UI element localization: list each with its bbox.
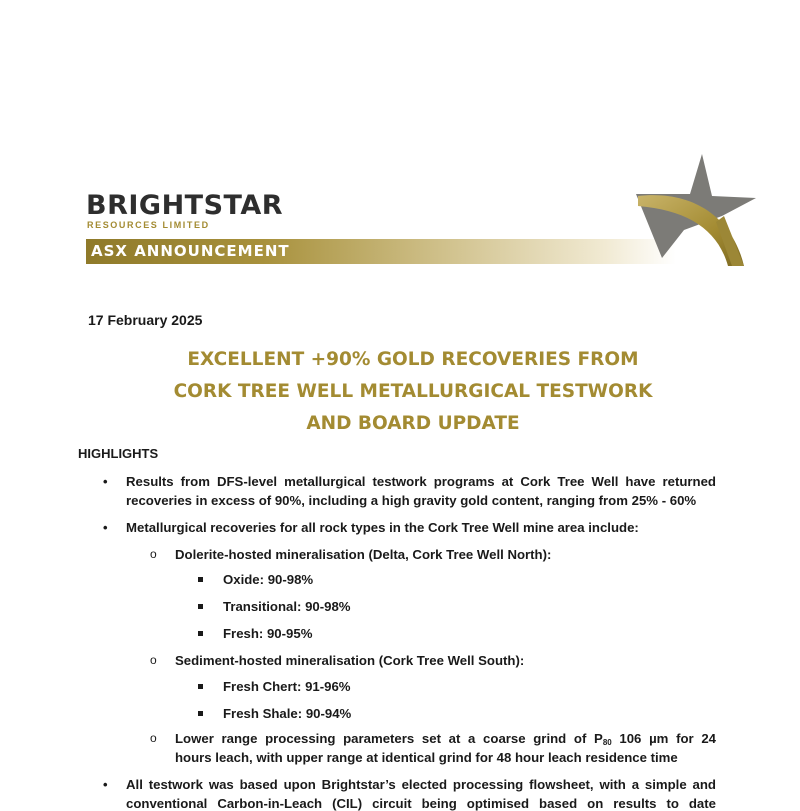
bullet-circle: o — [150, 731, 157, 745]
grind-text: 106 µm for 24 — [611, 731, 716, 746]
recovery-item: Fresh Shale: 90-94% — [223, 706, 352, 721]
title-line: CORK TREE WELL METALLURGICAL TESTWORK — [173, 381, 653, 402]
highlight-text: Metallurgical recoveries for all rock types in the Cork Tree Well mine area include: — [126, 520, 639, 535]
bullet-circle: o — [150, 547, 157, 561]
bullet-disc: • — [103, 520, 108, 535]
bullet-square — [198, 631, 203, 636]
highlight-text: recoveries in excess of 90%, including a high gravity gold content, ranging from 25% - 60% — [126, 493, 697, 508]
sub-highlight-text: Sediment-hosted mineralisation (Cork Tree Well South): — [175, 653, 525, 668]
asx-announcement-banner — [86, 239, 676, 264]
highlight-text: conventional Carbon-in-Leach (CIL) circuit being optimised based on results to date — [126, 796, 716, 811]
bullet-square — [198, 684, 203, 689]
bullet-disc: • — [103, 777, 108, 792]
announcement-date: 17 February 2025 — [88, 312, 203, 328]
bullet-square — [198, 604, 203, 609]
sub-highlight-text — [175, 731, 716, 747]
highlight-text: All testwork was based upon Brightstar’s elected processing flowsheet, with a simple and — [126, 777, 716, 792]
highlight-text: Results from DFS-level metallurgical testwork programs at Cork Tree Well have returned — [126, 474, 716, 489]
bullet-square — [198, 577, 203, 582]
recovery-item: Transitional: 90-98% — [223, 599, 351, 614]
bullet-square — [198, 711, 203, 716]
title-line: EXCELLENT +90% GOLD RECOVERIES FROM — [187, 349, 639, 370]
sub-highlight-text: hours leach, with upper range at identical grind for 48 hour leach residence time — [175, 750, 678, 765]
highlights-heading: HIGHLIGHTS — [78, 446, 159, 461]
logo-wordmark: BRIGHTSTAR — [86, 190, 284, 221]
banner-label: ASX ANNOUNCEMENT — [91, 242, 290, 260]
recovery-item: Fresh: 90-95% — [223, 626, 313, 641]
bullet-circle: o — [150, 653, 157, 667]
grind-subscript: 80 — [602, 738, 612, 747]
sub-highlight-text: Dolerite-hosted mineralisation (Delta, Cork Tree Well North): — [175, 547, 552, 562]
star-logo-icon — [632, 150, 762, 270]
recovery-item: Oxide: 90-98% — [223, 572, 314, 587]
announcement-title — [0, 344, 800, 440]
title-line: AND BOARD UPDATE — [306, 413, 520, 434]
recovery-item: Fresh Chert: 91-96% — [223, 679, 351, 694]
logo-subtitle: RESOURCES LIMITED — [87, 220, 210, 230]
bullet-disc: • — [103, 474, 108, 489]
grind-text: Lower range processing parameters set at a coarse grind of P — [175, 731, 603, 746]
